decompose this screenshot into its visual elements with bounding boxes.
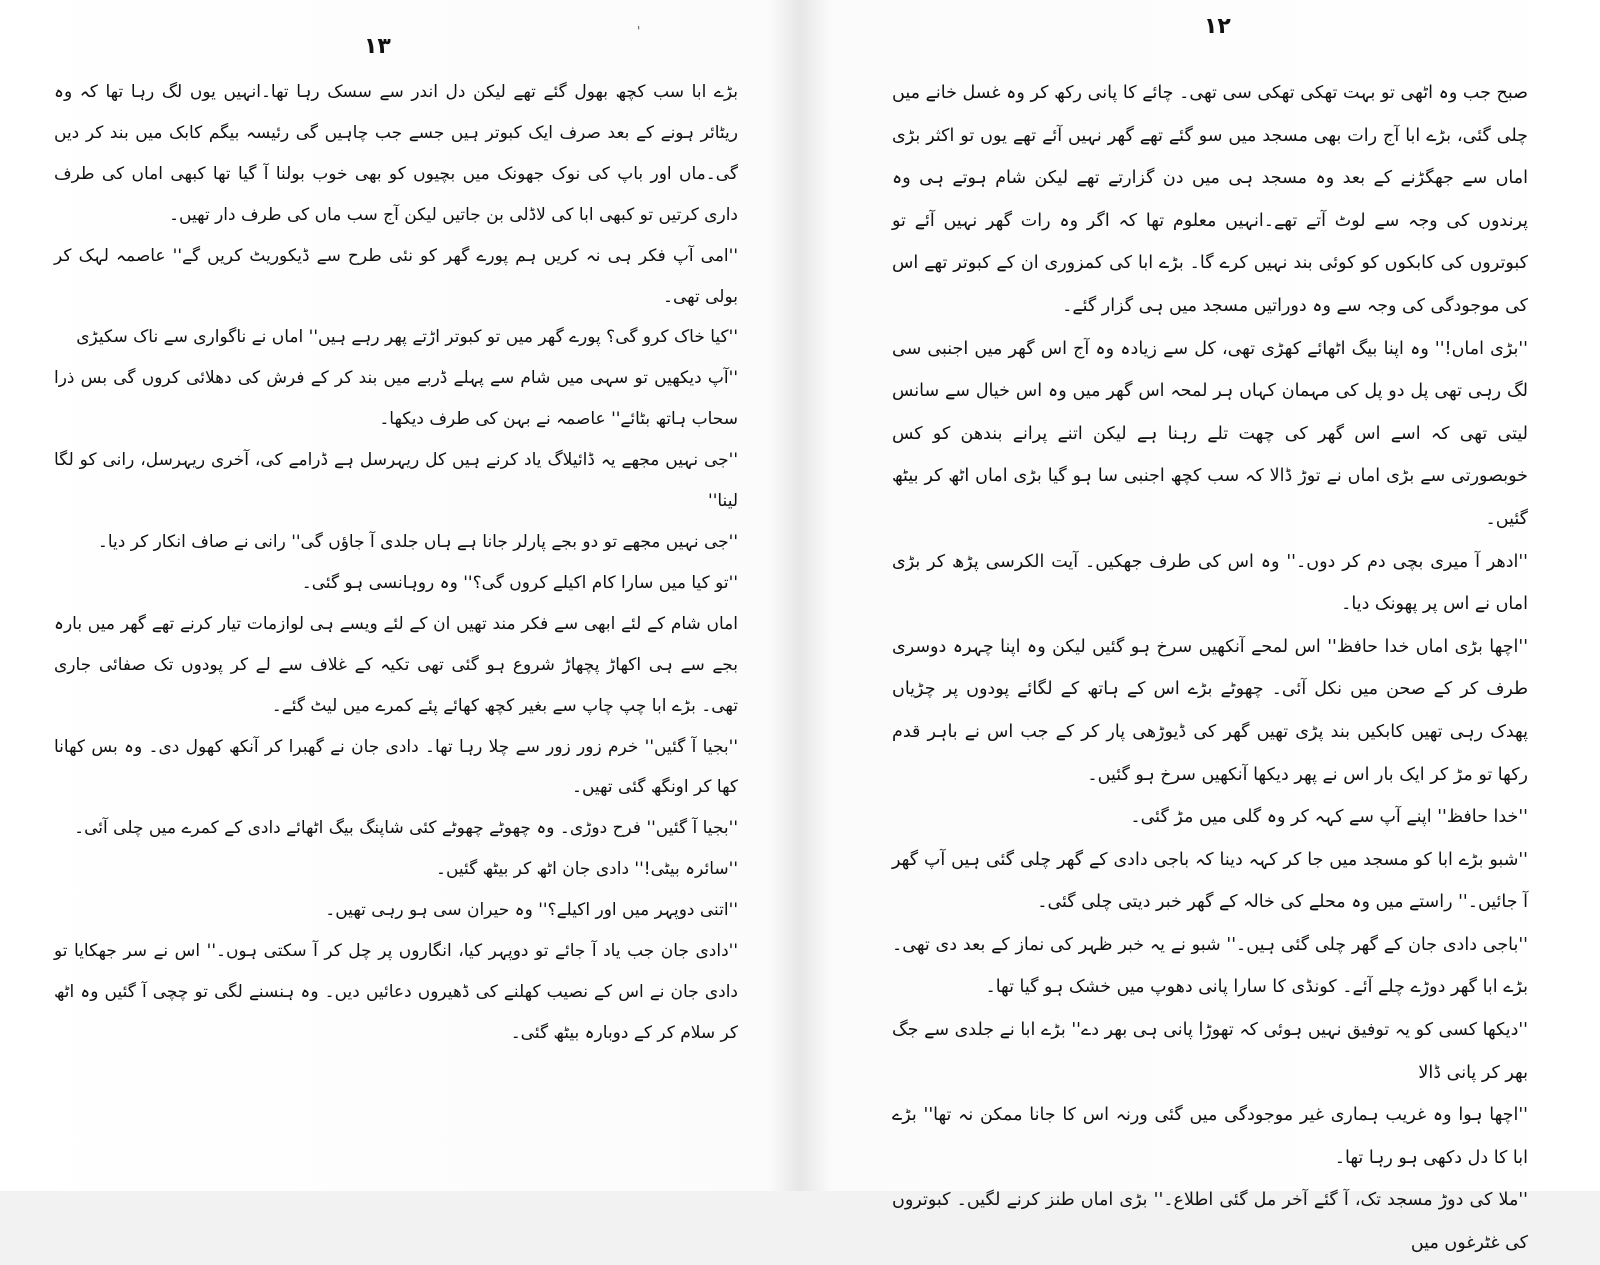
paragraph: ''آپ دیکھیں تو سہی میں شام سے پہلے ڈربے میں بند کر کے فرش کی دھلائی کروں گی بس ذرا سحاب ہاتھ بٹائے'' عاصمہ نے بہن کی طرف دیکھا۔ xyxy=(54,368,738,430)
paragraph: ''اتنی دوپہر میں اور اکیلے؟'' وہ حیران سی ہو رہی تھیں۔ xyxy=(325,900,738,921)
paragraph: بڑے ابا سب کچھ بھول گئے تھے لیکن دل اندر سے سسک رہا تھا۔انہیں یوں لگ رہا تھا کہ وہ ریٹائر ہونے کے بعد صرف ایک کبوتر ہیں جسے جب چاہیں گی رئیسہ بیگم کابک میں بند کر دیں گی۔ماں اور باپ کی نوک جھونک میں بچیوں کو بھی خوب بولنا آ گیا تھا کبھی اماں کی طرف داری کرتیں تو کبھی ابا کی لاڈلی بن جاتیں لیکن آج سب ماں کی طرف دار تھیں۔ xyxy=(54,82,738,225)
paragraph: ''شبو بڑے ابا کو مسجد میں جا کر کہہ دینا کہ باجی دادی کے گھر چلی گئی ہیں آپ گھر آ جائیں۔'' راستے میں وہ محلے کی خالہ کے گھر خبر دیتی چلی گئی۔ xyxy=(892,849,1528,913)
paragraph: ''دیکھا کسی کو یہ توفیق نہیں ہوئی کہ تھوڑا پانی ہی بھر دے'' بڑے ابا نے جلدی سے جگ بھر کر پانی ڈالا xyxy=(892,1020,1528,1083)
paragraph: ''اچھا ہوا وہ غریب ہماری غیر موجودگی میں گئی ورنہ اس کا جانا ممکن نہ تھا'' بڑے ابا کا دل دکھی ہو رہا تھا۔ xyxy=(892,1105,1528,1168)
paragraph: ''کیا خاک کرو گی؟ پورے گھر میں تو کبوتر اڑتے پھر رہے ہیں'' اماں نے ناگواری سے ناک سکیڑی xyxy=(76,327,738,348)
paragraph: ''جی نہیں مجھے تو دو بجے پارلر جانا ہے ہاں جلدی آ جاؤں گی'' رانی نے صاف انکار کر دیا۔ xyxy=(97,531,738,552)
paragraph: ''خدا حافظ'' اپنے آپ سے کہہ کر وہ گلی میں مڑ گئی۔ xyxy=(1130,807,1528,828)
paragraph: ''باجی دادی جان کے گھر چلی گئی ہیں۔'' شبو نے یہ خبر ظہر کی نماز کے بعد دی تھی۔ بڑے ابا گھر دوڑے چلے آئے۔ کونڈی کا سارا پانی دھوپ میں خشک ہو گیا تھا۔ xyxy=(892,934,1528,998)
paragraph: اماں شام کے لئے ابھی سے فکر مند تھیں ان کے لئے ویسے ہی لوازمات تیار کرنے تھے گھر میں بارہ بجے سے ہی اکھاڑ پچھاڑ شروع ہو گئی تھی تکیہ کے غلاف سے لے کر پودوں تک صفائی جاری تھی۔ بڑے ابا چپ چاپ سے بغیر کچھ کھائے پئے کمرے میں لیٹ گئے۔ xyxy=(54,613,738,716)
right-page xyxy=(800,0,1600,1254)
paragraph: ''سائرہ بیٹی!'' دادی جان اٹھ کر بیٹھ گئیں۔ xyxy=(436,859,738,880)
paragraph: ''بجیا آ گئیں'' فرح دوڑی۔ وہ چھوٹے چھوٹے کئی شاپنگ بیگ اٹھائے دادی کے کمرے میں چلی آئی۔ xyxy=(74,818,738,839)
paragraph: ''بڑی اماں!'' وہ اپنا بیگ اٹھائے کھڑی تھی، کل سے زیادہ وہ آج اس گھر میں اجنبی سی لگ رہی تھی پل دو پل کی مہمان کہاں ہر لمحہ اس گھر میں وہ اس خیال سے سانس لیتی تھی کہ اسے اس گھر کی چھت تلے رہنا ہے لیکن اتنے پرانے بندھن کو کس خوبصورتی سے بڑی اماں نے توڑ ڈالا کہ سب کچھ اجنبی سا ہو گیا بڑی اماں اٹھ کر بیٹھ گئیں۔ xyxy=(892,338,1528,529)
paragraph: صبح جب وہ اٹھی تو بہت تھکی تھکی سی تھی۔ چائے کا پانی رکھ کر وہ غسل خانے میں چلی گئی، بڑے ابا آج رات بھی مسجد میں سو گئے تھے گھر نہیں آئے تھے یوں تو اکثر بڑی اماں سے جھگڑنے کے بعد وہ مسجد ہی میں دن گزارتے تھے لیکن شام ہوتے ہی وہ پرندوں کی وجہ سے لوٹ آتے تھے۔انہیں معلوم تھا کہ اگر وہ رات گھر نہیں آئے تو کبوتروں کی کابکوں کو کوئی بند نہیں کرے گا۔ بڑے ابا کی کمزوری ان کے کبوتر تھے اس کی موجودگی کی وجہ سے وہ دوراتیں مسجد میں ہی گزار گئے۔ xyxy=(892,83,1528,316)
paragraph: ''جی نہیں مجھے یہ ڈائیلاگ یاد کرنے ہیں کل ریہرسل ہے ڈرامے کی، آخری ریہرسل، رانی کو لگا لینا'' xyxy=(54,450,738,512)
paragraph: ''تو کیا میں سارا کام اکیلے کروں گی؟'' وہ روہانسی ہو گئی۔ xyxy=(301,572,738,593)
paragraph: ''بجیا آ گئیں'' خرم زور زور سے چلا رہا تھا۔ دادی جان نے گھبرا کر آنکھ کھول دی۔ وہ بس کھانا کھا کر اونگھ گئی تھیں۔ xyxy=(54,736,738,798)
left-page-body xyxy=(54,72,738,1054)
paragraph: ''ملا کی دوڑ مسجد تک، آ گئے آخر مل گئی اطلاع۔'' بڑی اماں طنز کرنے لگیں۔ کبوتروں کی غٹرغوں میں xyxy=(892,1190,1528,1254)
page-number-right: ۱۲ xyxy=(1204,14,1231,39)
gutter-mark: ' xyxy=(637,24,641,38)
left-page xyxy=(0,0,800,1191)
paragraph: ''اچھا بڑی اماں خدا حافظ'' اس لمحے آنکھیں سرخ ہو گئیں لیکن وہ اپنا چہرہ دوسری طرف کر کے صحن میں نکل آئی۔ چھوٹے بڑے اس کے ہاتھ کے لگائے پودوں پر چڑیاں پھدک رہی تھیں کابکیں بند پڑی تھیں گھر کی ڈیوڑھی پار کر کے جب اس نے باہر قدم رکھا تو مڑ کر ایک بار اس نے پھر دیکھا آنکھیں سرخ ہو گئیں۔ xyxy=(892,636,1528,785)
paragraph: ''ادھر آ میری بچی دم کر دوں۔'' وہ اس کی طرف جھکیں۔ آیت الکرسی پڑھ کر بڑی اماں نے اس پر پھونک دیا۔ xyxy=(892,551,1528,615)
paragraph: ''دادی جان جب یاد آ جائے تو دوپہر کیا، انگاروں پر چل کر آ سکتی ہوں۔'' اس نے سر جھکایا تو دادی جان نے اس کے نصیب کھلنے کی ڈھیروں دعائیں دیں۔ وہ ہنسنے لگی تو چچی آ گئیں وہ اٹھ کر سلام کر کے دوبارہ بیٹھ گئی۔ xyxy=(54,941,738,1043)
page-number-left: ۱۳ xyxy=(364,34,391,59)
paragraph: ''امی آپ فکر ہی نہ کریں ہم پورے گھر کو نئی طرح سے ڈیکوریٹ کریں گے'' عاصمہ لہک کر بولی تھی۔ xyxy=(54,245,738,307)
right-page-body xyxy=(892,72,1528,1265)
